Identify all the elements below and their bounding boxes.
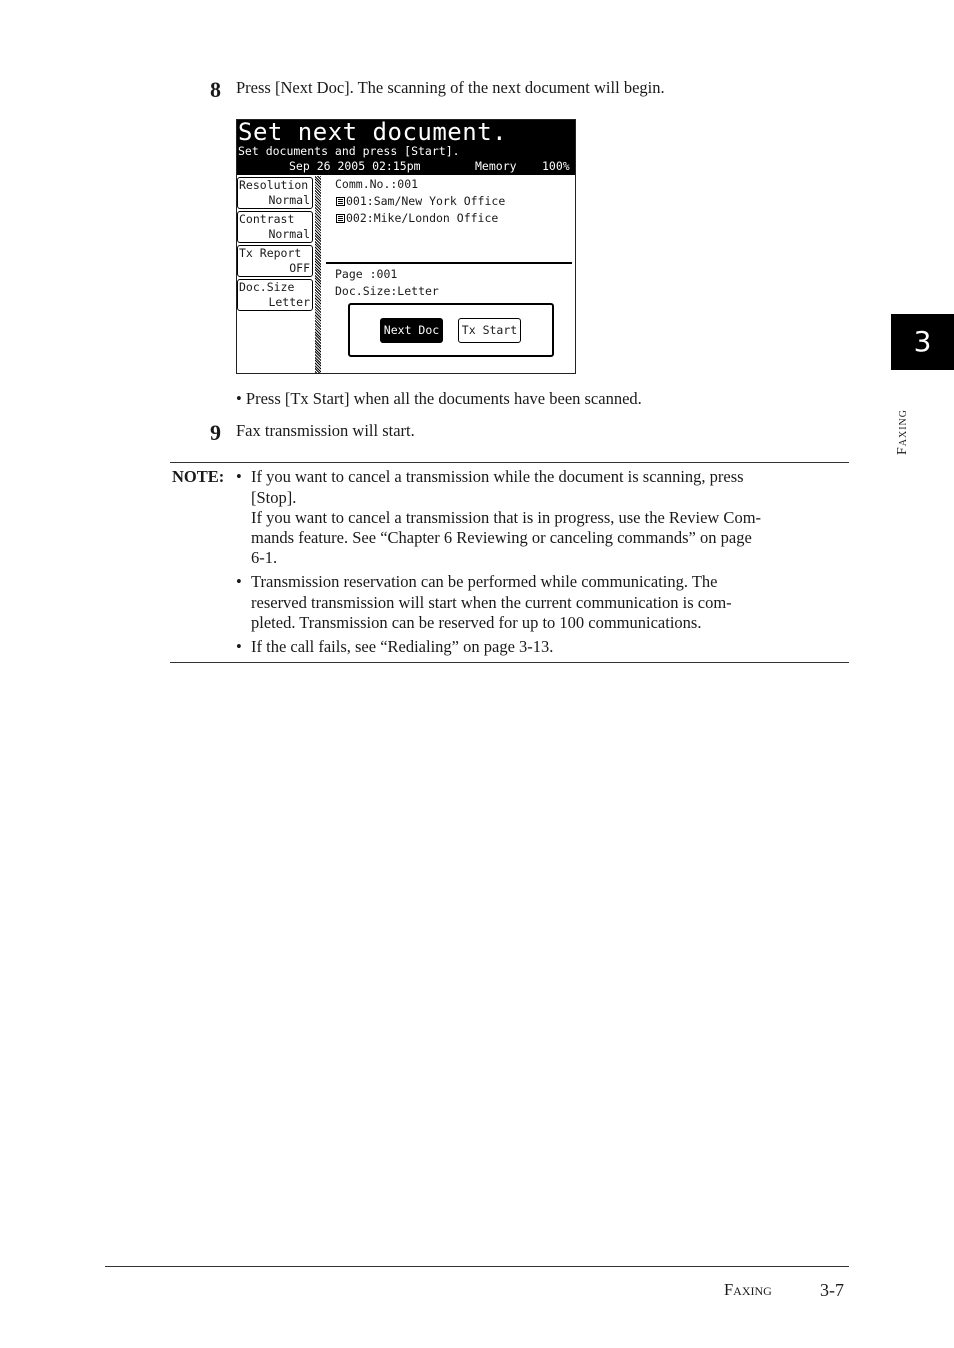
- lcd-memory-percent: 100%: [542, 159, 570, 173]
- resolution-button[interactable]: [237, 177, 313, 209]
- destination-item: [336, 211, 498, 225]
- footer-rule: [105, 1266, 849, 1267]
- doc-size-label: Doc.Size: [239, 280, 295, 294]
- scroll-bar[interactable]: [315, 176, 321, 374]
- tx-report-button[interactable]: [237, 245, 313, 277]
- note-top-rule: [170, 462, 849, 463]
- chapter-side-label: Faxing: [895, 408, 910, 455]
- footer-section: Faxing: [724, 1280, 772, 1299]
- contrast-label: Contrast: [239, 212, 295, 226]
- page-count: Page :001: [335, 267, 398, 281]
- divider: [326, 262, 572, 264]
- step-number: 8: [210, 77, 221, 102]
- lcd-date: Sep 26 2005 02:15pm: [289, 159, 421, 173]
- bullet: •: [236, 467, 242, 486]
- note-label: NOTE:: [172, 467, 225, 486]
- note-item-1-line: mands feature. See “Chapter 6 Reviewing or canceling commands” on page: [251, 528, 752, 547]
- note-item-2-line: reserved transmission will start when the current communication is com-: [251, 593, 732, 612]
- document-size: Doc.Size:Letter: [335, 284, 439, 298]
- tx-report-label: Tx Report: [239, 246, 302, 260]
- note-item-1-line: If you want to cancel a transmission that is in progress, use the Review Com-: [251, 508, 762, 527]
- note-bottom-rule: [170, 662, 849, 663]
- note-item-3: If the call fails, see “Redialing” on page 3-13.: [251, 637, 554, 656]
- bullet: •: [236, 572, 242, 591]
- tx-start-button[interactable]: Tx Start: [458, 318, 521, 343]
- destination-1: 001:Sam/New York Office: [346, 194, 506, 208]
- contrast-value: Normal: [268, 227, 310, 241]
- step-text: Press [Next Doc]. The scanning of the next document will begin.: [236, 78, 665, 97]
- lcd-memory-label: Memory: [475, 159, 517, 173]
- lcd-subtitle: Set documents and press [Start].: [238, 144, 460, 158]
- note-item-1-line: 6-1.: [251, 548, 278, 567]
- tx-report-value: OFF: [289, 261, 310, 275]
- note-item-2-line: Transmission reservation can be performed while communicating. The: [251, 572, 718, 591]
- fax-icon: [336, 214, 345, 223]
- bullet: •: [236, 637, 242, 656]
- resolution-value: Normal: [268, 193, 310, 207]
- chapter-tab: 3: [891, 314, 954, 370]
- step-text: Fax transmission will start.: [236, 421, 415, 440]
- page-number: 3-7: [820, 1280, 844, 1300]
- action-button-group: [348, 303, 554, 357]
- destination-item: [336, 194, 505, 208]
- next-doc-button[interactable]: Next Doc: [380, 318, 443, 343]
- lcd-header: [237, 120, 575, 175]
- resolution-label: Resolution: [239, 178, 309, 192]
- note-item-2-line: pleted. Transmission can be reserved for up to 100 communications.: [251, 613, 702, 632]
- contrast-button[interactable]: [237, 211, 313, 243]
- lcd-title: Set next document.: [238, 119, 508, 146]
- doc-size-button[interactable]: [237, 279, 313, 311]
- comm-number: Comm.No.:001: [335, 177, 419, 191]
- note-item-1-line: [Stop].: [251, 488, 297, 507]
- note-item-1-line: If you want to cancel a transmission while the document is scanning, press: [251, 467, 744, 486]
- destination-2: 002:Mike/London Office: [346, 211, 499, 225]
- step-number: 9: [210, 420, 221, 445]
- fax-icon: [336, 197, 345, 206]
- doc-size-value: Letter: [268, 295, 310, 309]
- tx-start-hint: • Press [Tx Start] when all the documents have been scanned.: [236, 389, 642, 408]
- lcd-screen: [236, 119, 576, 374]
